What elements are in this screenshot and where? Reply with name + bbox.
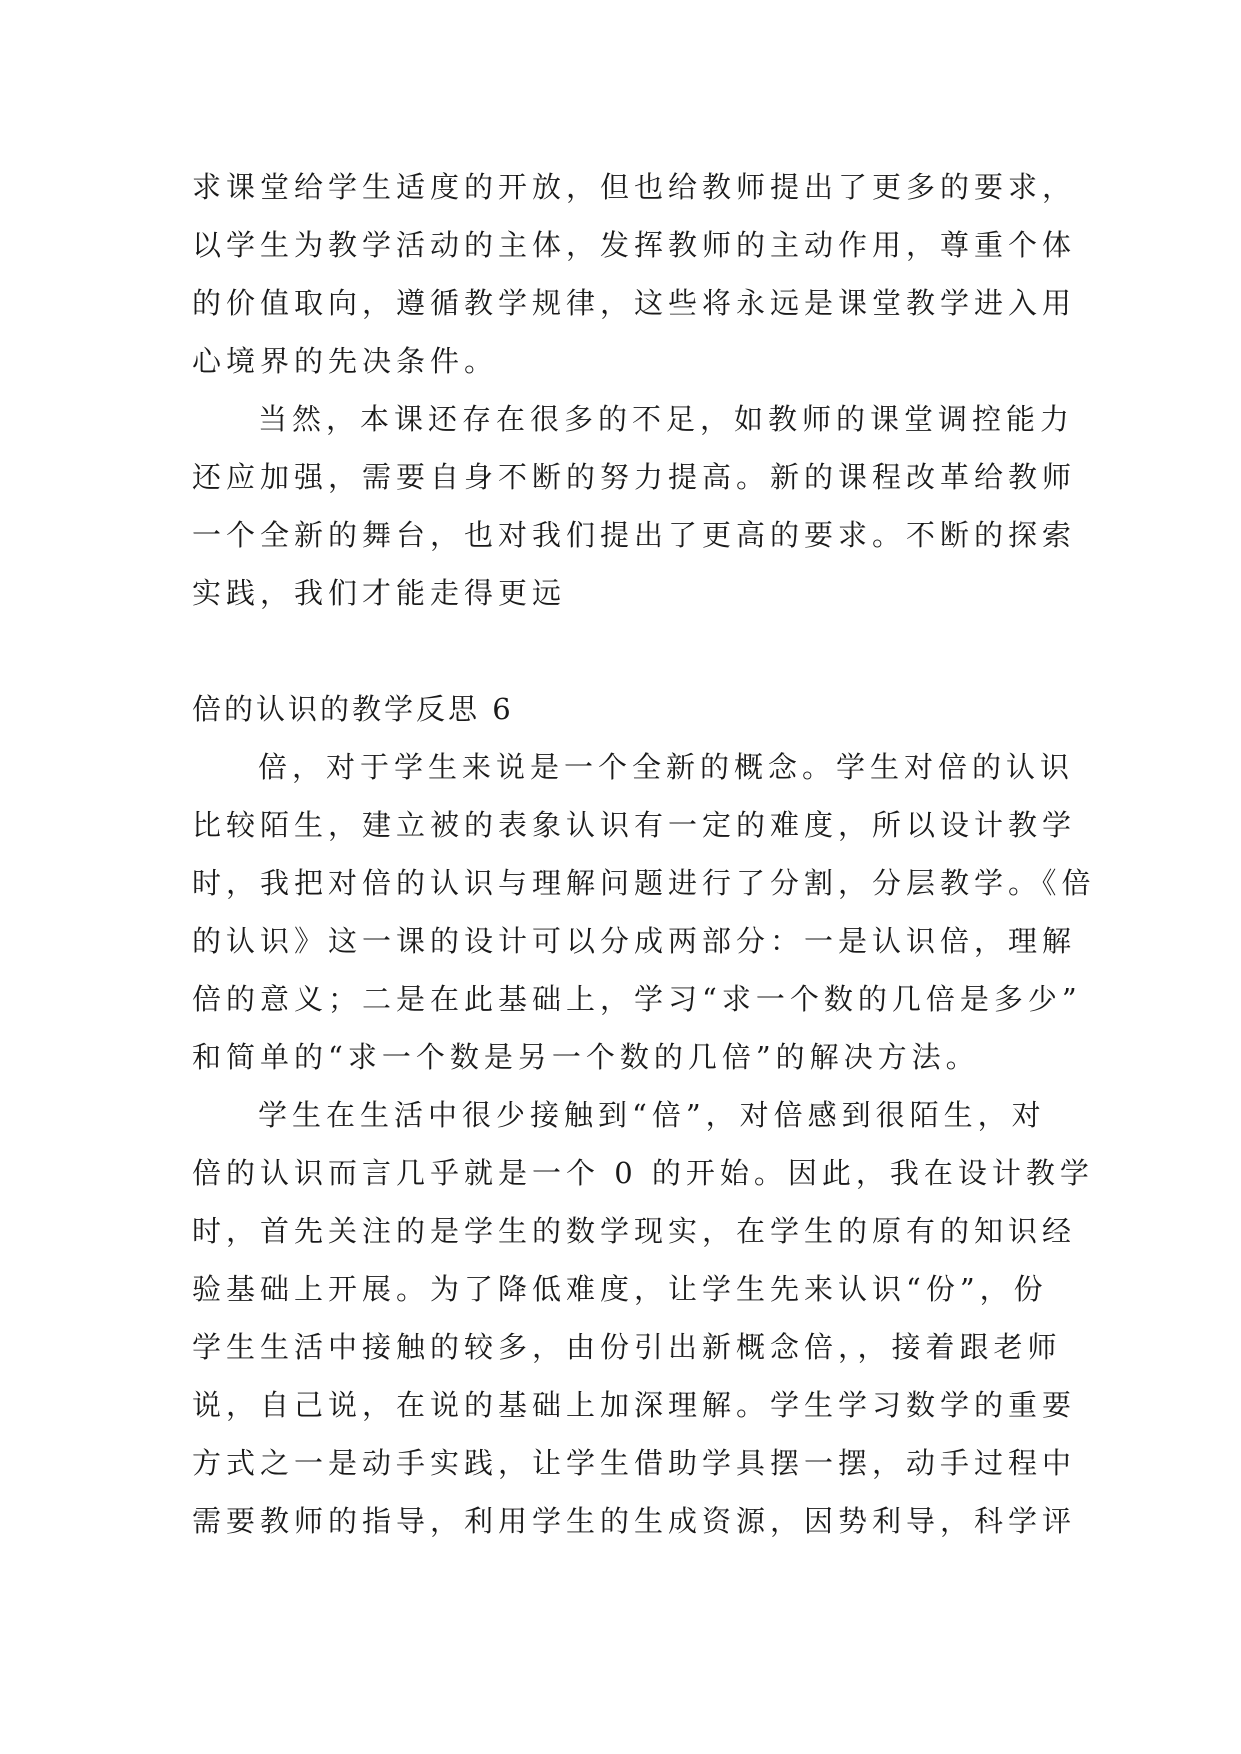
paragraph-line: 说，自己说，在说的基础上加深理解。学生学习数学的重要 bbox=[192, 1388, 1077, 1422]
paragraph-line: 需要教师的指导，利用学生的生成资源，因势利导，科学评 bbox=[192, 1504, 1077, 1538]
paragraph-line: 当然，本课还存在很多的不足，如教师的课堂调控能力 bbox=[258, 402, 1075, 436]
paragraph-line: 比较陌生，建立被的表象认识有一定的难度，所以设计教学 bbox=[192, 808, 1077, 842]
paragraph-line: 以学生为教学活动的主体，发挥教师的主动作用，尊重个体 bbox=[192, 228, 1077, 262]
paragraph-line: 时，我把对倍的认识与理解问题进行了分割，分层教学。《倍 bbox=[192, 866, 1096, 900]
paragraph-line: 的价值取向，遵循教学规律，这些将永远是课堂教学进入用 bbox=[192, 286, 1077, 320]
paragraph-line: 心境界的先决条件。 bbox=[192, 344, 499, 378]
paragraph-line: 学生生活中接触的较多，由份引出新概念倍，，接着跟老师 bbox=[192, 1330, 1062, 1364]
paragraph-line: 还应加强，需要自身不断的努力提高。新的课程改革给教师 bbox=[192, 460, 1077, 494]
paragraph-line: 倍，对于学生来说是一个全新的概念。学生对倍的认识 bbox=[258, 750, 1075, 784]
paragraph-line: 学生在生活中很少接触到“倍”，对倍感到很陌生，对 bbox=[258, 1098, 1046, 1132]
paragraph-line: 的认识》这一课的设计可以分成两部分：一是认识倍，理解 bbox=[192, 924, 1077, 958]
paragraph-line: 和简单的“求一个数是另一个数的几倍”的解决方法。 bbox=[192, 1040, 980, 1074]
paragraph-line: 方式之一是动手实践，让学生借助学具摆一摆，动手过程中 bbox=[192, 1446, 1077, 1480]
section-title: 倍的认识的教学反思 6 bbox=[192, 692, 514, 726]
paragraph-line: 一个全新的舞台，也对我们提出了更高的要求。不断的探索 bbox=[192, 518, 1077, 552]
previous-section-text bbox=[192, 158, 1077, 622]
paragraph-line: 倍的认识而言几乎就是一个 0 的开始。因此，我在设计教学 bbox=[192, 1156, 1094, 1190]
paragraph-line: 倍的意义；二是在此基础上，学习“求一个数的几倍是多少” bbox=[192, 982, 1082, 1016]
paragraph-line: 实践，我们才能走得更远 bbox=[192, 576, 567, 610]
paragraph-line: 时，首先关注的是学生的数学现实，在学生的原有的知识经 bbox=[192, 1214, 1077, 1248]
paragraph-line: 求课堂给学生适度的开放，但也给教师提出了更多的要求， bbox=[192, 170, 1077, 204]
section-text bbox=[192, 680, 1096, 1550]
paragraph-line: 验基础上开展。为了降低难度，让学生先来认识“份”，份 bbox=[192, 1272, 1048, 1306]
